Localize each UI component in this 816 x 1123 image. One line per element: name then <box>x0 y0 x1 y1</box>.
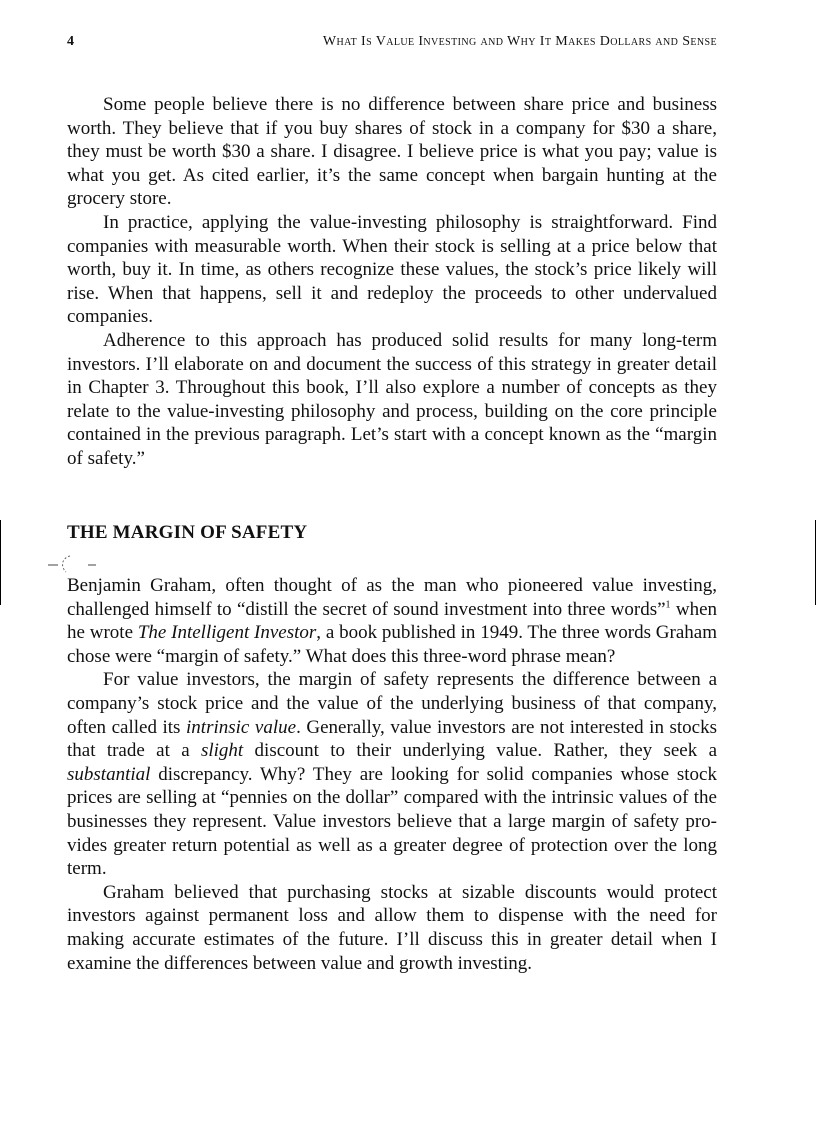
p1-text-b: when he wrote <box>67 598 717 644</box>
section-text <box>67 574 717 975</box>
p2-emphasis-2: slight <box>200 740 244 762</box>
p1-text-c: , a book published in 1949. The three words Graham chose were “margin of safety.” What does this three-word phrase mean? <box>67 622 717 667</box>
p2-text-a: For value investors, the margin of safety represents the difference between a company’s stock price and the value of the underlying business of that company, often called its <box>67 669 717 738</box>
running-head: What Is Value Investing and Why It Makes Dollars and Sense <box>322 34 717 49</box>
book-title: The Intelligent Investor <box>137 622 317 644</box>
intro-paragraph-3: Adherence to this approach has produced solid results for many long-term investors. I’ll elaborate on and document the success of this strategy in greater detail in Chapter 3. Throughout this book, I’ll also explore a number of concepts as they relate to the value-investing philosophy and process, building on the core principle contained in the previous paragraph. Let’s start with a concept known as the “margin of safety.” <box>67 329 717 469</box>
p2-text-d: discrepancy. Why? They are looking for solid companies whose stock prices are selling at “pennies on the dollar” compared with the intrinsic values of the businesses they represent. Value investors believe that a large margin of safety provides greater return potential as well as a greater degree of protection over the long term. <box>67 763 717 880</box>
section-heading: THE MARGIN OF SAFETY <box>67 522 308 543</box>
page-header <box>67 34 717 56</box>
p2-emphasis-3: substantial <box>67 763 151 785</box>
footnote-ref: 1 <box>665 599 671 611</box>
section-paragraph-1 <box>67 574 717 668</box>
section-paragraph-2 <box>67 668 717 880</box>
p1-text-a: Benjamin Graham, often thought of as the man who pioneered value investing, challenged himself to “distill the secret of sound investment into three words” <box>67 575 717 620</box>
p2-text-c: discount to their underlying value. Rather, they seek a <box>243 740 717 762</box>
crop-mark-left <box>0 520 1 605</box>
page-number: 4 <box>67 34 74 49</box>
intro-paragraph-2: In practice, applying the value-investing philosophy is straightforward. Find companies with measurable worth. When their stock is selling at a price below that worth, buy it. In time, as others recognize these values, the stock’s price likely will rise. When that happens, sell it and redeploy the proceeds to other undervalued companies. <box>67 211 717 328</box>
intro-text <box>67 93 717 471</box>
intro-paragraph-1: Some people believe there is no difference between share price and business worth. They believe that if you buy shares of stock in a company for $30 a share, they must be worth $30 a share. I disagree. I believe price is what you pay; value is what you get. As cited earlier, it’s the same concept when bargain hunting at the grocery store. <box>67 94 717 210</box>
p2-text-b: . Generally, value investors are not interested in stocks that trade at a <box>67 716 718 762</box>
section-paragraph-3: Graham believed that purchasing stocks at sizable discounts would protect investors against permanent loss and allow them to dispense with the need for making accurate estimates of the future. I’ll discuss this in greater detail when I examine the differences between value and growth investing. <box>67 881 717 974</box>
p2-emphasis-1: intrinsic value <box>186 716 297 738</box>
